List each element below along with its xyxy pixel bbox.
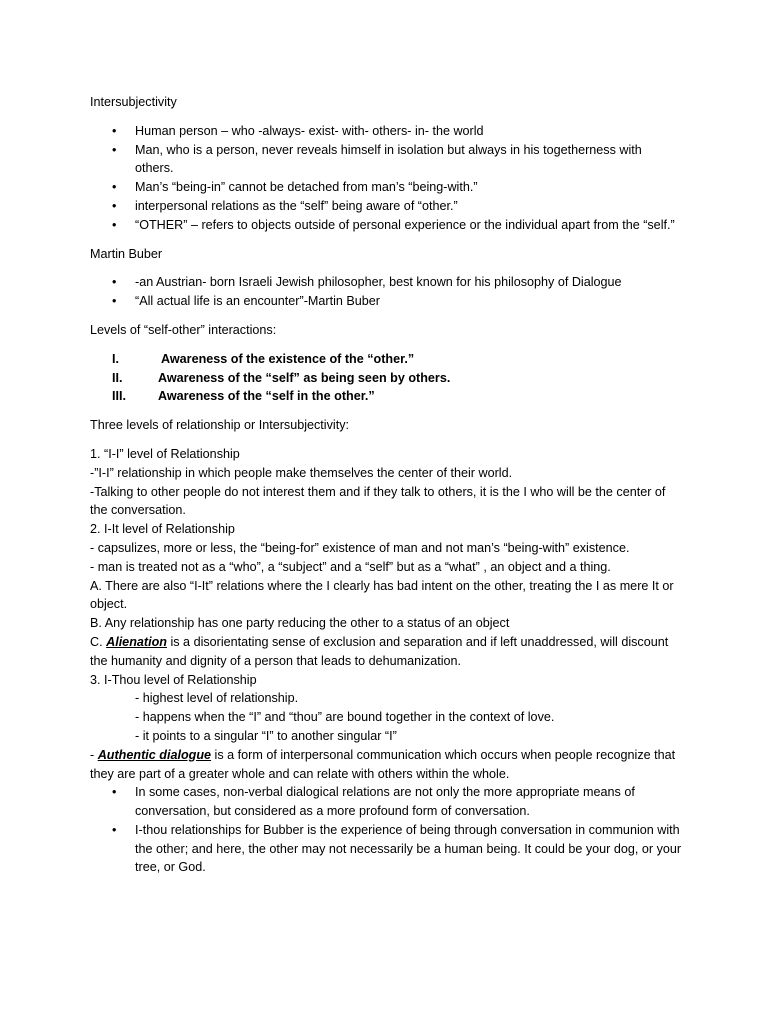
paragraph: -Talking to other people do not interest them and if they talk to others, it is the I who will be the center of the conversation. [90, 484, 666, 518]
intersubjectivity-list [90, 122, 682, 235]
list-text: Awareness of the “self” as being seen by others. [158, 370, 451, 385]
section-heading-levels: Levels of “self-other” interactions: [90, 322, 277, 337]
paragraph: - happens when the “I” and “thou” are bound together in the context of love. [135, 710, 555, 725]
authentic-dialogue-paragraph [90, 746, 682, 784]
paragraph-prefix: C. [90, 634, 107, 649]
document-page [90, 93, 682, 877]
list-item: • I-thou relationships for Bubber is the experience of being through conversation in communion with the other; and here, the other may not necessarily be a human being. It could be your dog, or your tree, or God. [90, 821, 682, 877]
alienation-paragraph [90, 633, 682, 671]
paragraph: - man is treated not as a “who”, a “subject” and a “self” but as a “what” , an object and a thing. [90, 559, 611, 574]
list-text: Awareness of the “self in the other.” [158, 389, 375, 404]
list-item: • Human person – who -always- exist- with- others- in- the world [90, 122, 682, 141]
authentic-dialogue-list [90, 783, 682, 877]
paragraph-text: is a form of interpersonal communication which occurs when people recognize that they are part of a greater whole and can relate with others within the whole. [90, 747, 676, 781]
list-item: • “OTHER” – refers to objects outside of personal experience or the individual apart from the “self.” [90, 216, 682, 235]
list-text: Awareness of the existence of the “other.” [161, 351, 415, 366]
paragraph: B. Any relationship has one party reducing the other to a status of an object [90, 616, 510, 631]
paragraph: A. There are also “I-It” relations where the I clearly has bad intent on the other, treating the I as mere It or object. [90, 578, 674, 612]
section-heading-intersubjectivity: Intersubjectivity [90, 95, 177, 109]
level-3-title: 3. I-Thou level of Relationship [90, 672, 257, 687]
list-item: • Man’s “being-in” cannot be detached from man’s “being-with.” [90, 178, 682, 197]
paragraph: - it points to a singular “I” to another singular “I” [135, 728, 397, 743]
term-authentic-dialogue: Authentic dialogue [97, 747, 212, 762]
paragraph: - highest level of relationship. [135, 691, 299, 706]
list-item: • -an Austrian- born Israeli Jewish philosopher, best known for his philosophy of Dialogue [90, 273, 682, 292]
list-item [90, 369, 682, 388]
list-item: • “All actual life is an encounter”-Martin Buber [90, 292, 682, 311]
paragraph: - capsulizes, more or less, the “being-for” existence of man and not man’s “being-with” existence. [90, 540, 630, 555]
levels-list [90, 350, 682, 406]
list-item: • interpersonal relations as the “self” being aware of “other.” [90, 197, 682, 216]
list-item: • Man, who is a person, never reveals himself in isolation but always in his togetherness with others. [90, 141, 682, 179]
paragraph-text: is a disorientating sense of exclusion and separation and if left unaddressed, will discount the humanity and dignity of a person that leads to dehumanization. [90, 634, 669, 668]
list-number: I. [112, 351, 119, 366]
buber-list [90, 273, 682, 311]
section-heading-three-levels: Three levels of relationship or Intersubjectivity: [90, 418, 349, 433]
paragraph: -”I-I” relationship in which people make themselves the center of their world. [90, 465, 513, 480]
list-number: II. [112, 370, 123, 385]
list-item: • In some cases, non-verbal dialogical relations are not only the more appropriate means of conversation, but considered as a more profound form of conversation. [90, 783, 682, 821]
list-number: III. [112, 389, 126, 404]
level-2-title: 2. I-It level of Relationship [90, 522, 235, 537]
list-item [90, 387, 682, 406]
list-item [90, 350, 682, 369]
paragraph-prefix: - [90, 747, 98, 762]
level-1-title: 1. “I-I” level of Relationship [90, 446, 240, 461]
section-heading-martin-buber: Martin Buber [90, 246, 163, 261]
term-alienation: Alienation [106, 634, 167, 649]
